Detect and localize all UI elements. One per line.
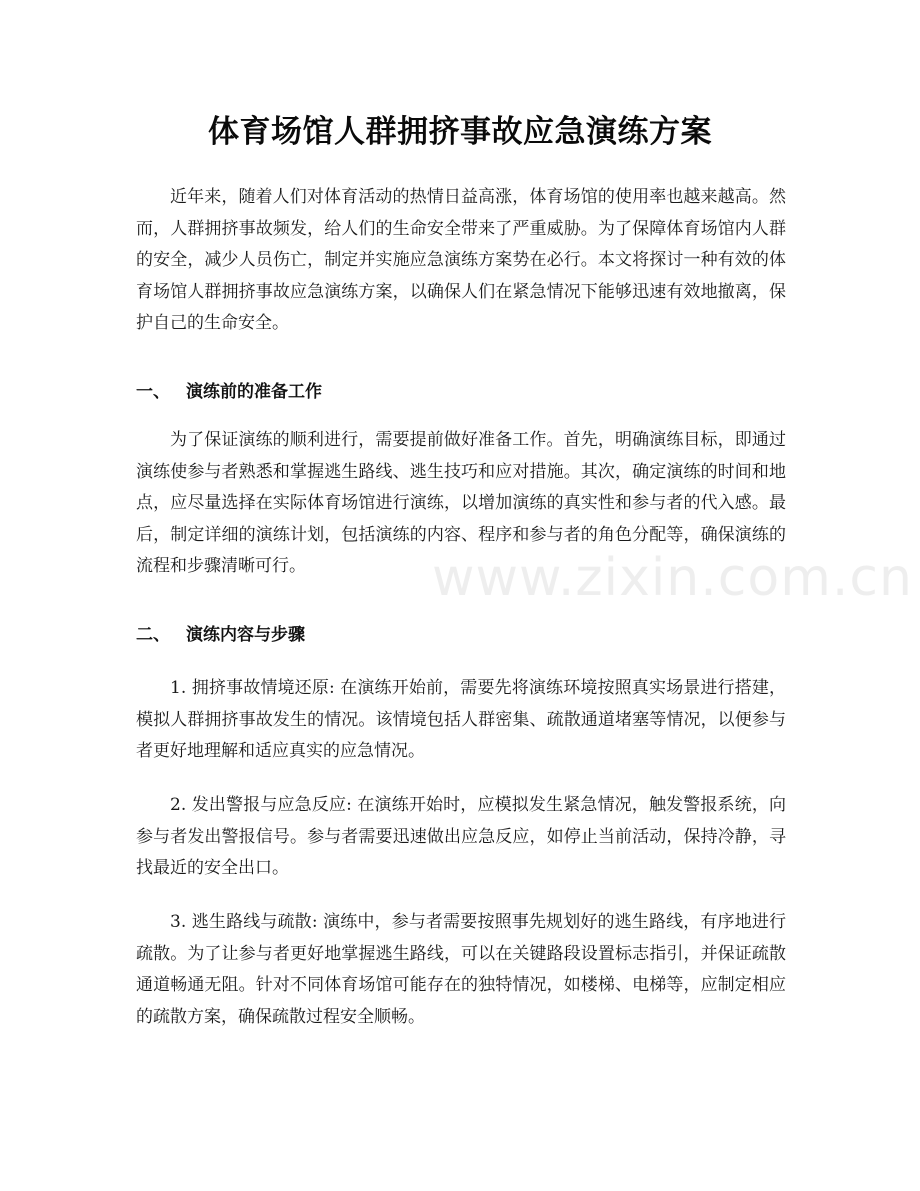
section-1-paragraph: 为了保证演练的顺利进行，需要提前做好准备工作。首先，明确演练目标，即通过演练使参与者熟悉和掌握逃生路线、逃生技巧和应对措施。其次，确定演练的时间和地点，应尽量选择在实际体育场馆进行演练，以增加演练的真实性和参与者的代入感。最后，制定详细的演练计划，包括演练的内容、程序和参与者的角色分配等，确保演练的流程和步骤清晰可行。 <box>136 430 786 577</box>
section-number: 二、 <box>136 625 170 645</box>
section-title: 演练内容与步骤 <box>186 625 305 645</box>
section-heading-2 <box>136 622 305 648</box>
step-3-paragraph: 3. 逃生路线与疏散: 演练中，参与者需要按照事先规划好的逃生路线，有序地进行疏散。为了让参与者更好地掌握逃生路线，可以在关键路段设置标志指引，并保证疏散通道畅通无阻。针对不同体育场馆可能存在的独特情况，如楼梯、电梯等，应制定相应的疏散方案，确保疏散过程安全顺畅。 <box>136 912 786 1027</box>
step-1-paragraph: 1. 拥挤事故情境还原: 在演练开始前，需要先将演练环境按照真实场景进行搭建，模拟人群拥挤事故发生的情况。该情境包括人群密集、疏散通道堵塞等情况，以便参与者更好地理解和适应真实的应急情况。 <box>136 678 786 762</box>
document-title: 体育场馆人群拥挤事故应急演练方案 <box>208 114 712 150</box>
step-2-paragraph: 2. 发出警报与应急反应: 在演练开始时，应模拟发生紧急情况，触发警报系统，向参与者发出警报信号。参与者需要迅速做出应急反应，如停止当前活动，保持冷静，寻找最近的安全出口。 <box>136 795 786 879</box>
section-number: 一、 <box>136 382 170 402</box>
section-heading-1 <box>136 379 322 405</box>
intro-paragraph: 近年来，随着人们对体育活动的热情日益高涨，体育场馆的使用率也越来越高。然而，人群拥挤事故频发，给人们的生命安全带来了严重威胁。为了保障体育场馆内人群的安全，减少人员伤亡，制定并实施应急演练方案势在必行。本文将探讨一种有效的体育场馆人群拥挤事故应急演练方案，以确保人们在紧急情况下能够迅速有效地撤离，保护自己的生命安全。 <box>136 187 786 334</box>
watermark: www.zixin.com.cn <box>432 548 913 608</box>
section-title: 演练前的准备工作 <box>186 382 322 402</box>
